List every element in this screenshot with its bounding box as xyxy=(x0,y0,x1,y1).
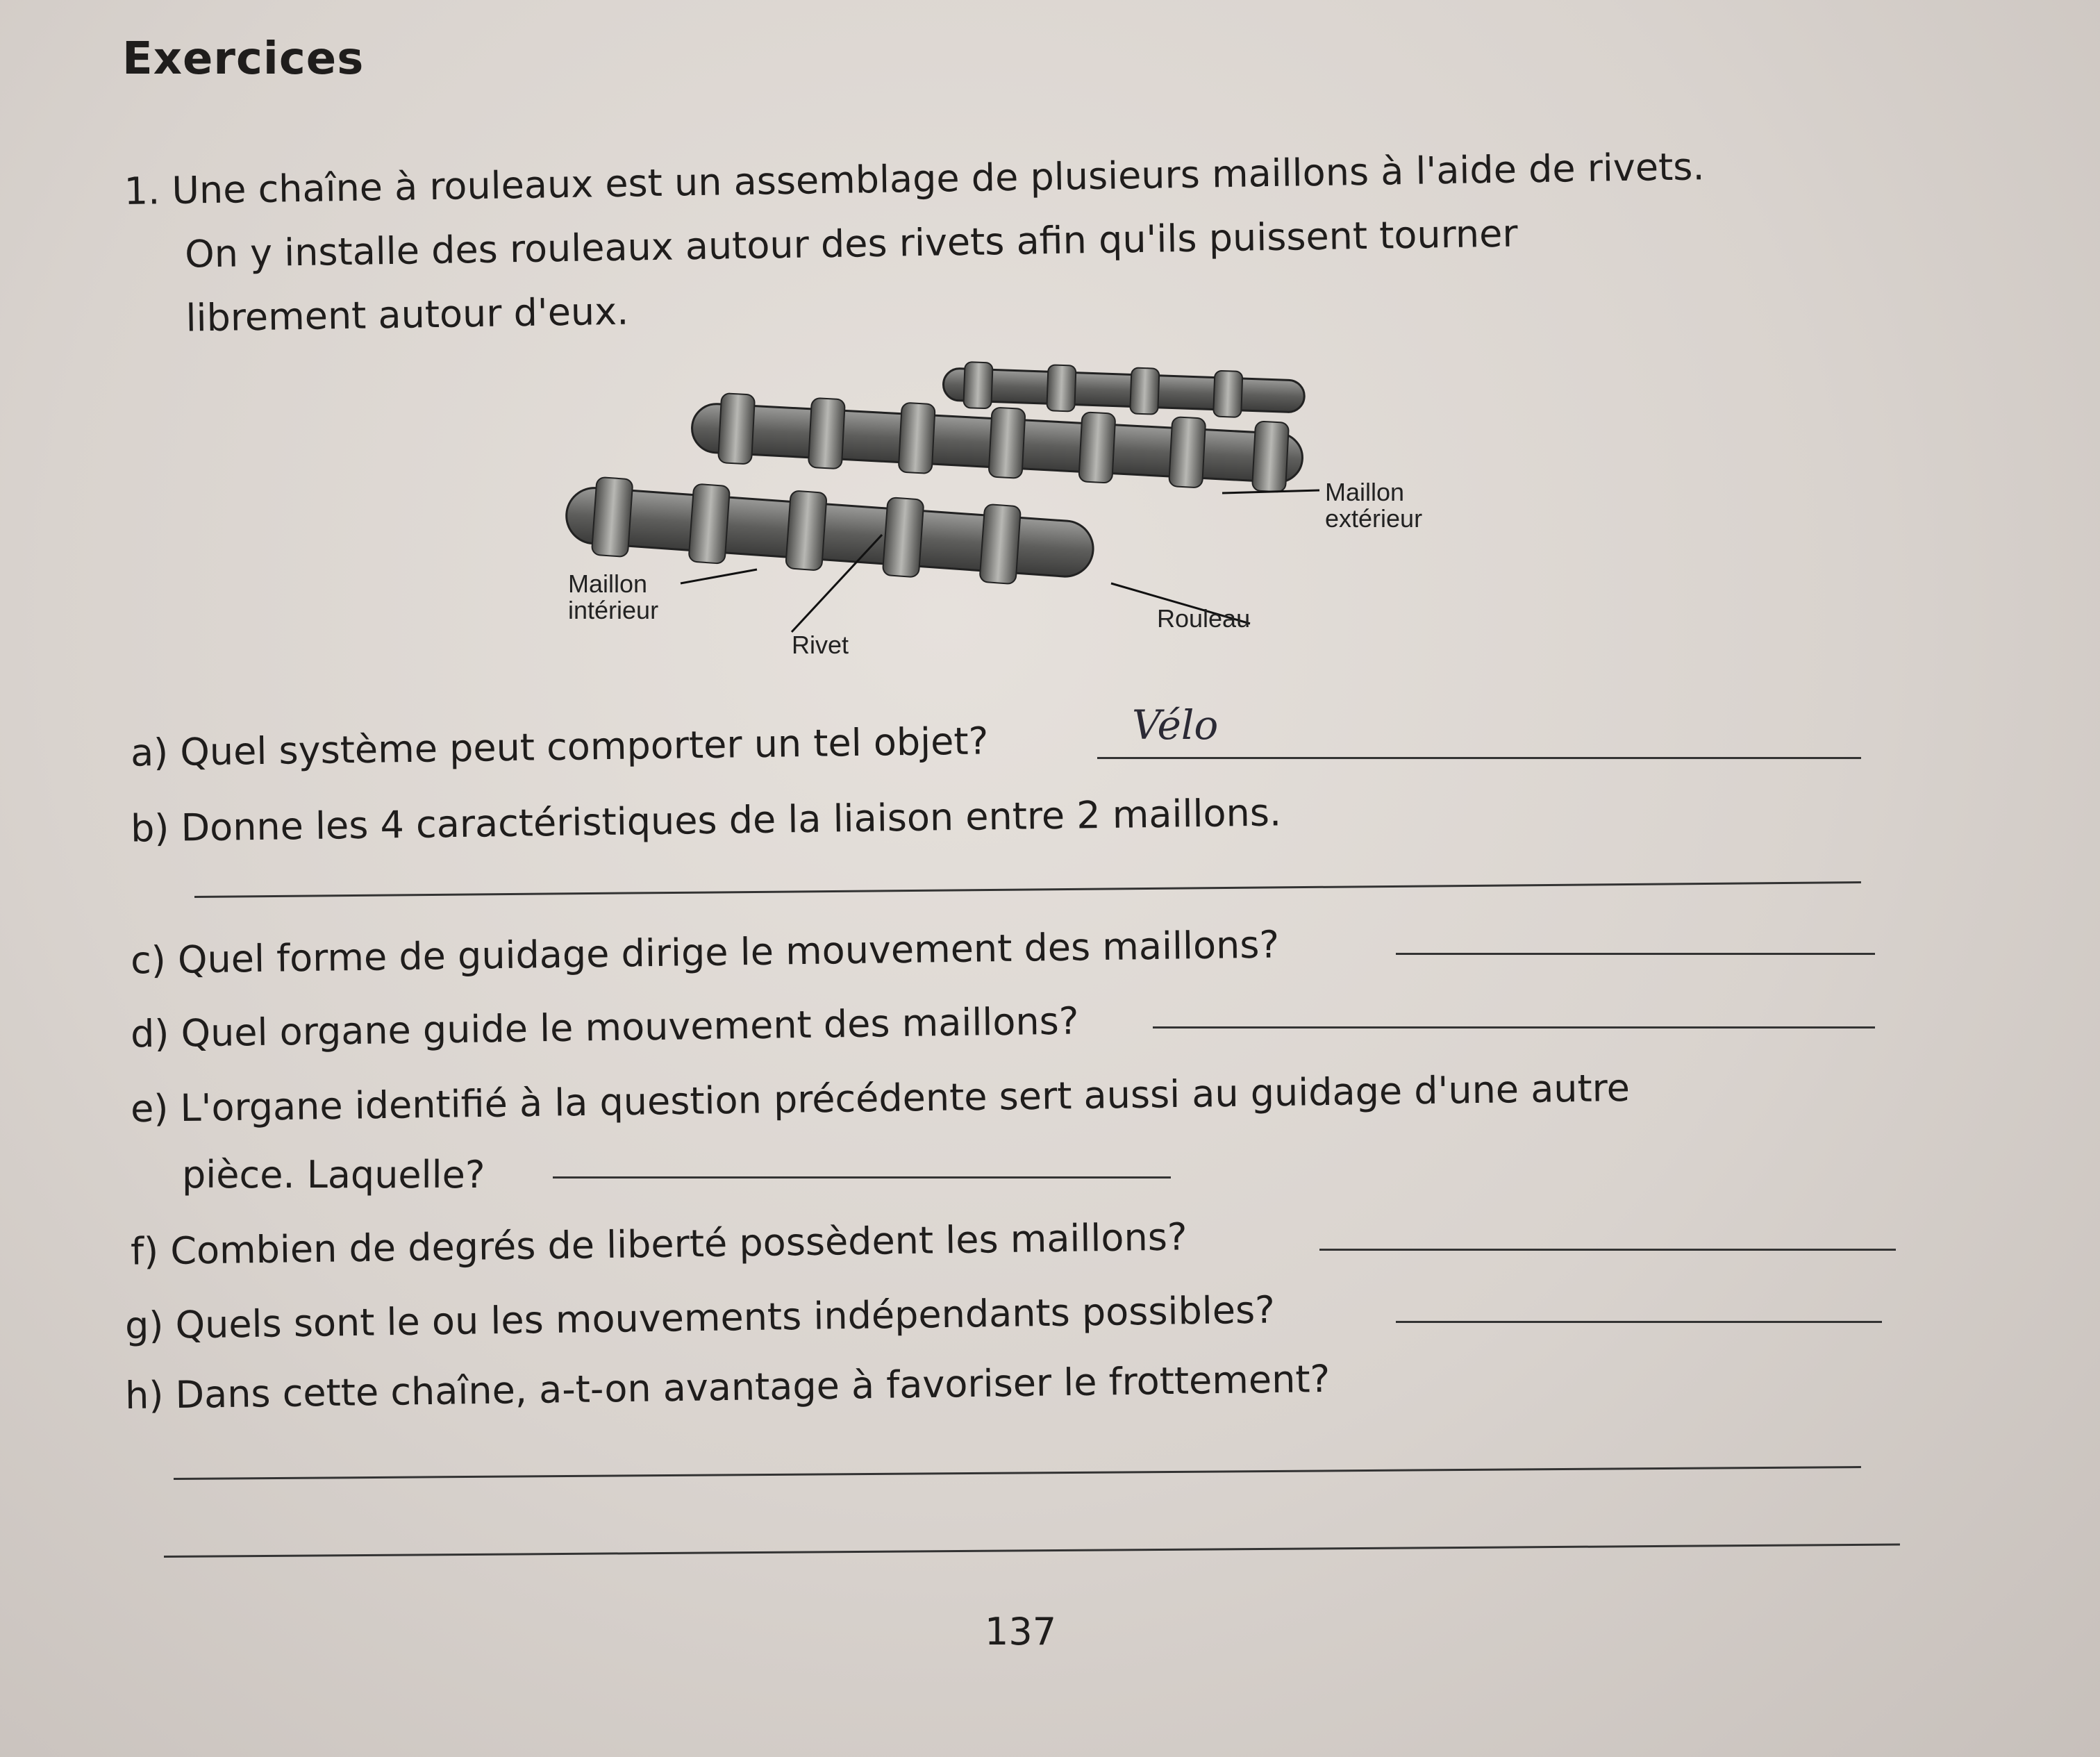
exercise-number: 1. xyxy=(124,169,160,213)
question-g: g) Quels sont le ou les mouvements indépendants possibles? xyxy=(124,1288,1276,1348)
label-text: Maillon xyxy=(568,569,648,598)
answer-line-h-1[interactable] xyxy=(174,1466,1861,1480)
question-b: b) Donne les 4 caractéristiques de la liaison entre 2 maillons. xyxy=(130,790,1282,851)
answer-line-b[interactable] xyxy=(194,881,1861,898)
intro-line-1: Une chaîne à rouleaux est un assemblage de plusieurs maillons à l'aide de rivets. xyxy=(171,144,1706,213)
question-e-continued: pièce. Laquelle? xyxy=(182,1153,485,1197)
label-rouleau: Rouleau xyxy=(1157,604,1251,633)
label-maillon-interieur xyxy=(568,571,658,624)
label-text: Maillon xyxy=(1325,478,1405,506)
page-number: 137 xyxy=(985,1610,1057,1654)
exercise-1-intro xyxy=(124,135,1707,351)
label-text: intérieur xyxy=(568,596,659,624)
question-d: d) Quel organe guide le mouvement des maillons? xyxy=(130,999,1079,1056)
label-maillon-exterieur xyxy=(1325,479,1422,532)
answer-line-e[interactable] xyxy=(553,1176,1171,1179)
answer-line-f[interactable] xyxy=(1319,1249,1896,1251)
roller-chain-illustration xyxy=(556,354,1458,660)
question-e: e) L'organe identifié à la question précédente sert aussi au guidage d'une autre xyxy=(130,1065,1631,1131)
answer-line-a[interactable] xyxy=(1097,757,1861,759)
question-a: a) Quel système peut comporter un tel objet? xyxy=(130,719,989,775)
answer-line-c[interactable] xyxy=(1396,953,1875,955)
page-title: Exercices xyxy=(122,33,365,85)
question-h: h) Dans cette chaîne, a-t-on avantage à favoriser le frottement? xyxy=(124,1356,1331,1418)
question-f: f) Combien de degrés de liberté possèdent les maillons? xyxy=(130,1215,1188,1274)
label-rivet: Rivet xyxy=(792,631,849,659)
intro-line-3: librement autour d'eux. xyxy=(185,289,629,340)
label-text: extérieur xyxy=(1325,504,1423,533)
answer-line-d[interactable] xyxy=(1153,1026,1875,1029)
intro-line-2: On y installe des rouleaux autour des rivets afin qu'ils puissent tourner xyxy=(184,211,1519,276)
question-c: c) Quel forme de guidage dirige le mouvement des maillons? xyxy=(130,922,1280,983)
answer-line-h-2[interactable] xyxy=(164,1544,1900,1558)
roller-chain-figure xyxy=(556,354,1458,660)
answer-line-g[interactable] xyxy=(1396,1321,1882,1323)
handwritten-answer-a: Vélo xyxy=(1132,701,1219,749)
